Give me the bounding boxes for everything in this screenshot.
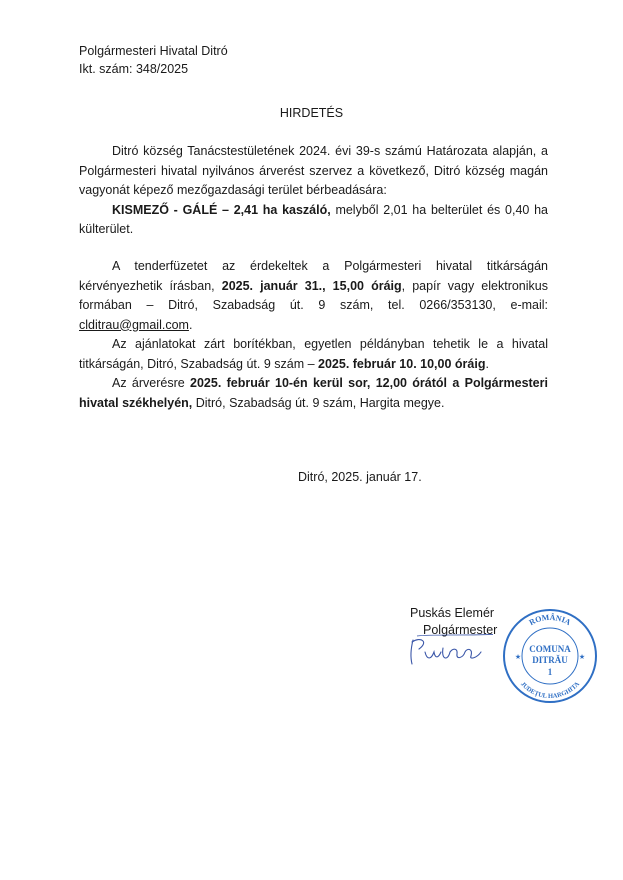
paragraph-4 bbox=[79, 374, 548, 413]
p3-deadline: 2025. február 10. 10,00 óráig bbox=[318, 356, 486, 371]
p2-text-2: , papír vagy elektronikus formában – Ditró, Szabadság út. 9 szám, tel. 0266/353130, e-mail: bbox=[79, 278, 548, 312]
signatory-name: Puskás Elemér bbox=[410, 606, 495, 620]
stamp-line-1: COMUNA bbox=[529, 644, 571, 654]
paragraph-1-text: Ditró község Tanácstestületének 2024. évi 39-s számú Határozata alapján, a Polgármesteri hivatal nyilvános árverést szervez a következő, Ditró község magán vagyonát képező mezőgazdasági terület bérbeadására: bbox=[79, 144, 548, 197]
p3-text-1: Az ajánlatokat zárt borítékban, egyetlen példányban tehetik le a hivatal titkárságán, Ditró, Szabadság út. 9 szám – bbox=[79, 337, 548, 371]
stamp-bottom-text: JUDEȚUL HARGHITA bbox=[519, 680, 581, 701]
stamp-top-text: ROMÂNIA bbox=[527, 612, 573, 628]
p2-text-1: A tenderfüzetet az érdekeltek a Polgármesteri hivatal titkárságán kérvényezhetik írásban, bbox=[79, 259, 548, 293]
p2-text-3: . bbox=[188, 317, 193, 332]
document-date: Ditró, 2025. január 17. bbox=[298, 470, 422, 484]
letter-header bbox=[79, 42, 228, 78]
registration-number: Ikt. szám: 348/2025 bbox=[79, 62, 189, 76]
p4-text-1: Az árverésre bbox=[112, 376, 191, 390]
official-stamp bbox=[500, 606, 600, 706]
p4-text-2: Ditró, Szabadság út. 9 szám, Hargita megye. bbox=[192, 395, 445, 410]
stamp-star-right-icon: ★ bbox=[578, 654, 586, 661]
p2-deadline: 2025. január 31., 15,00 óráig bbox=[221, 278, 402, 293]
svg-text:ROMÂNIA bbox=[528, 612, 573, 627]
paragraph-2 bbox=[79, 257, 548, 335]
signatory-role: Polgármester bbox=[423, 623, 498, 637]
document-title: HIRDETÉS bbox=[279, 106, 344, 120]
lease-item-bold: KISMEZŐ - GÁLÉ – 2,41 ha kaszáló, bbox=[112, 202, 331, 217]
stamp-number: 1 bbox=[547, 667, 553, 677]
lease-item bbox=[79, 201, 548, 240]
paragraph-3 bbox=[79, 335, 548, 374]
stamp-star-left-icon: ★ bbox=[514, 654, 522, 661]
p3-text-2: . bbox=[485, 356, 489, 371]
p4-auction-bold: 2025. február 10-én kerül sor, 12,00 órától a Polgármesteri hivatal székhelyén, bbox=[79, 376, 548, 410]
paragraph-1 bbox=[79, 142, 548, 240]
lease-item-rest: melyből 2,01 ha belterület és 0,40 ha külterület. bbox=[79, 202, 548, 236]
email-link[interactable]: clditrau@gmail.com bbox=[79, 317, 189, 332]
stamp-line-2: DITRĂU bbox=[532, 655, 568, 665]
office-name: Polgármesteri Hivatal Ditró bbox=[79, 44, 228, 58]
handwritten-signature bbox=[403, 634, 493, 670]
